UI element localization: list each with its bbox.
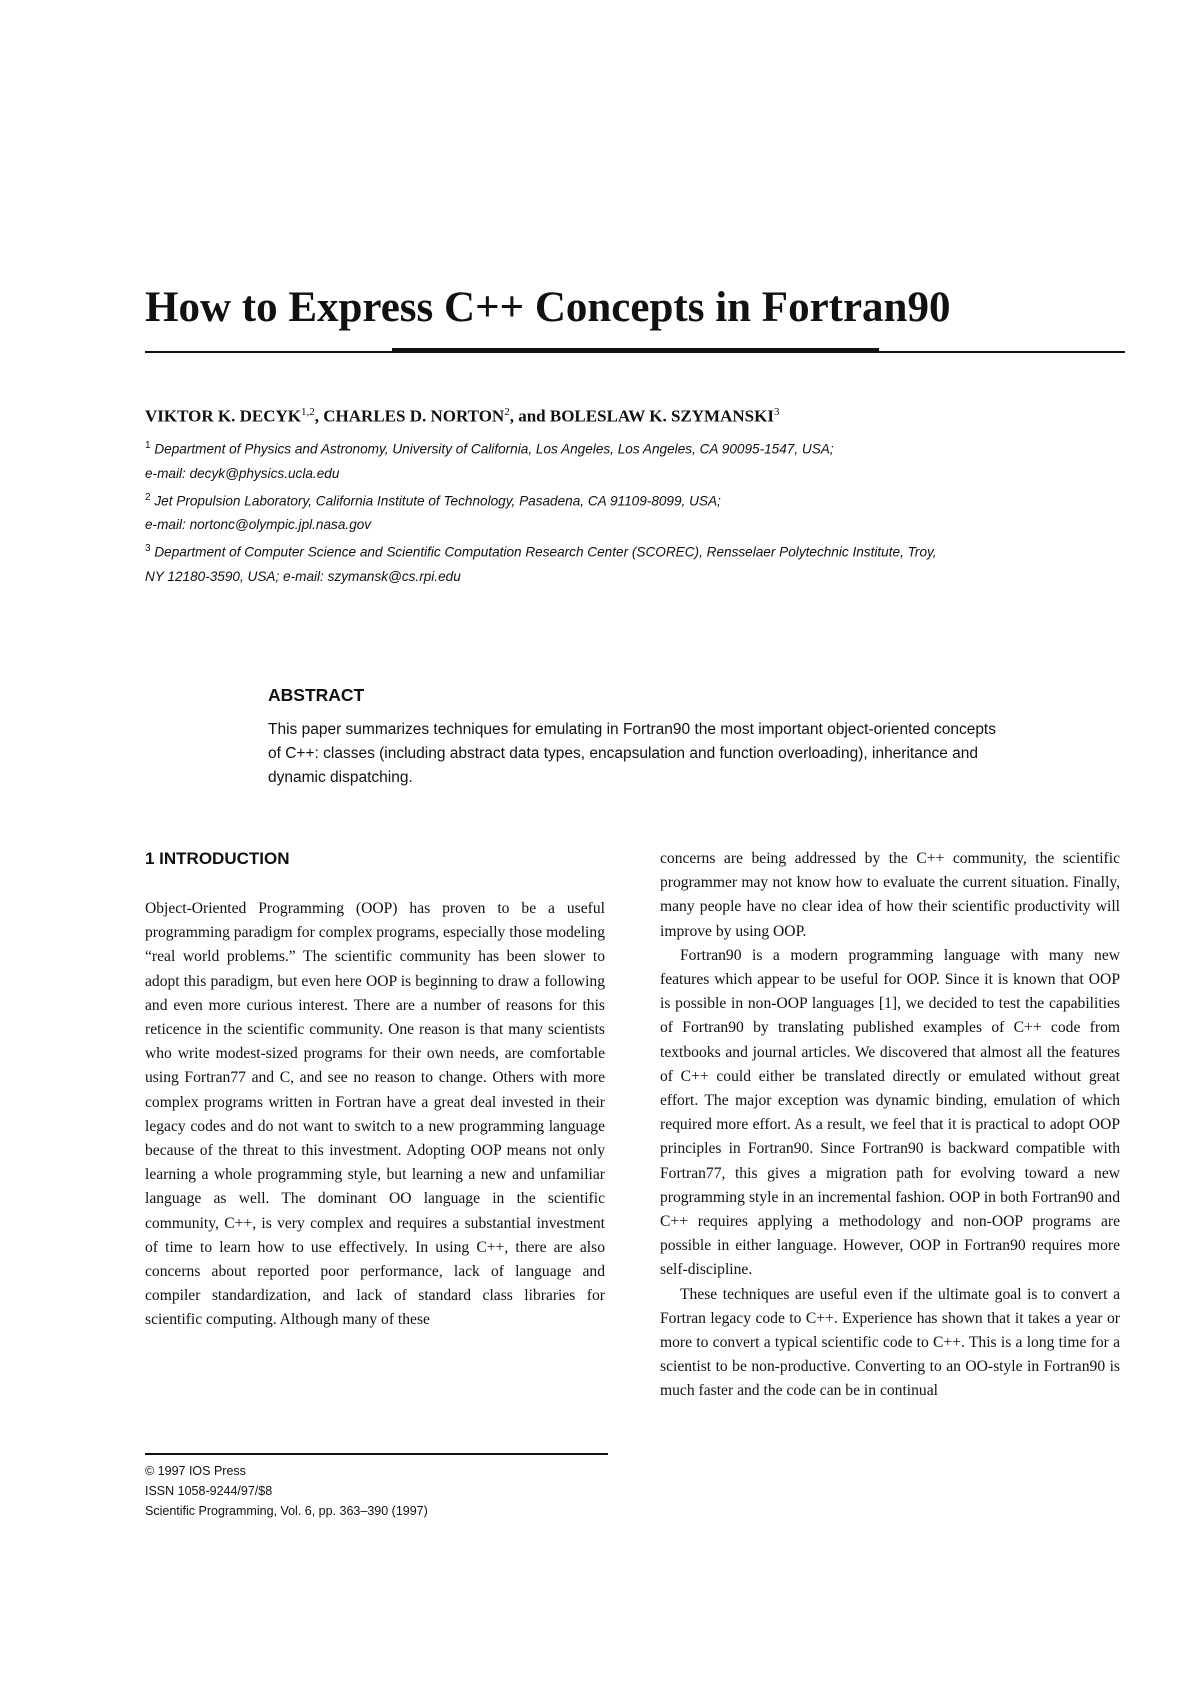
affiliation-marker: 3 (145, 543, 151, 555)
affiliation-3 (145, 537, 1130, 565)
author-separator: , and (509, 406, 550, 426)
author-2: CHARLES D. NORTON (323, 406, 505, 426)
issn-line: ISSN 1058-9244/97/$8 (145, 1484, 273, 1498)
affiliation-3-cont: NY 12180-3590, USA; e-mail: szymansk@cs.rpi.edu (145, 568, 461, 584)
author-1: VIKTOR K. DECYK (145, 406, 302, 426)
affiliation-marker: 1 (145, 440, 151, 451)
author-separator: , (314, 406, 324, 426)
affiliation-text: Jet Propulsion Laboratory, California Institute of Technology, Pasadena, CA 91109-8099, USA; (154, 493, 721, 509)
body-paragraph: These techniques are useful even if the ultimate goal is to convert a Fortran legacy code to C++. Experience has shown that it takes a year or more to convert a typical scientific code to C++. This is a long time for a scientist to be non-productive. Converting to an OO-style in Fortran90 is much faster and the code can be in continual (660, 1285, 1120, 1400)
body-paragraph: Fortran90 is a modern programming language with many new features which appear to be useful for OOP. Since it is known that OOP is possible in non-OOP languages [1], we decided to test the capabilities of Fortran90 by translating published examples of C++ code from textbooks and journal articles. We discovered that almost all the features of C++ could either be translated directly or emulated without great effort. The major exception was dynamic binding, emulation of which required more effort. As a result, we feel that it is practical to adopt OOP principles in Fortran90. Since Fortran90 is backward compatible with Fortran77, this gives a migration path for evolving toward a new programming style in an incremental fashion. OOP in both Fortran90 and C++ requires applying a methodology and non-OOP programs are possible in either language. However, OOP in Fortran90 requires more self-discipline. (660, 946, 1120, 1279)
abstract-heading: ABSTRACT (268, 685, 365, 705)
author-3: BOLESLAW K. SZYMANSKI (549, 406, 774, 426)
citation-line: Scientific Programming, Vol. 6, pp. 363–390 (1997) (145, 1504, 428, 1518)
abstract-text: This paper summarizes techniques for emulating in Fortran90 the most important object-oriented concepts of C++: classes (including abstract data types, encapsulation and function overloading), inheritance and dynamic dispatching. (268, 721, 996, 786)
body-paragraph: Object-Oriented Programming (OOP) has proven to be a useful programming paradigm for complex programs, especially those modeling “real world problems.” The scientific community has been slower to adopt this paradigm, but even here OOP is beginning to draw a following and even more curious interest. There are a number of reasons for this reticence in the scientific community. One reason is that many scientists who write modest-sized programs for their own needs, are comfortable using Fortran77 and C, and see no reason to change. Others with more complex programs written in Fortran have a great deal invested in their legacy codes and do not want to switch to a new programming language because of the threat to this investment. Adopting OOP means not only learning a whole programming style, but learning a new and unfamiliar language as well. The dominant OO language in the scientific community, C++, is very complex and requires a substantial investment of time to learn how to use effectively. In using C++, there are also concerns about reported poor performance, lack of language and compiler standardization, and lack of standard class libraries for scientific computing. Although many of these (145, 900, 605, 1329)
affiliation-1-email: e-mail: decyk@physics.ucla.edu (145, 465, 340, 481)
title-rule-accent (392, 348, 879, 353)
author-3-affil: 3 (773, 406, 780, 418)
affiliation-text: Department of Computer Science and Scientific Computation Research Center (SCOREC), Rensselaer Polytechnic Institute, Troy, (154, 544, 937, 560)
copyright-line: © 1997 IOS Press (145, 1464, 246, 1478)
affiliation-marker: 2 (145, 491, 151, 503)
affiliations (145, 434, 1130, 589)
author-2-affil: 2 (504, 406, 510, 418)
right-column (660, 847, 1120, 1404)
affiliation-2-email: e-mail: nortonc@olympic.jpl.nasa.gov (145, 517, 372, 533)
paper-title: How to Express C++ Concepts in Fortran90 (145, 284, 951, 331)
affiliation-2 (145, 486, 1130, 514)
left-column (145, 897, 605, 1333)
footnote (145, 1461, 428, 1521)
section-heading-introduction: 1 INTRODUCTION (145, 849, 290, 868)
affiliation-1 (145, 434, 1130, 462)
footnote-rule (145, 1453, 608, 1455)
author-1-affil: 1,2 (301, 406, 315, 418)
affiliation-text: Department of Physics and Astronomy, University of California, Los Angeles, Los Angeles, CA 90095-1547, USA; (154, 441, 834, 457)
abstract (268, 684, 1013, 790)
author-line (145, 401, 779, 428)
body-paragraph: concerns are being addressed by the C++ community, the scientific programmer may not know how to evaluate the current situation. Finally, many people have no clear idea of how their scientific productivity will improve by using OOP. (660, 850, 1120, 940)
